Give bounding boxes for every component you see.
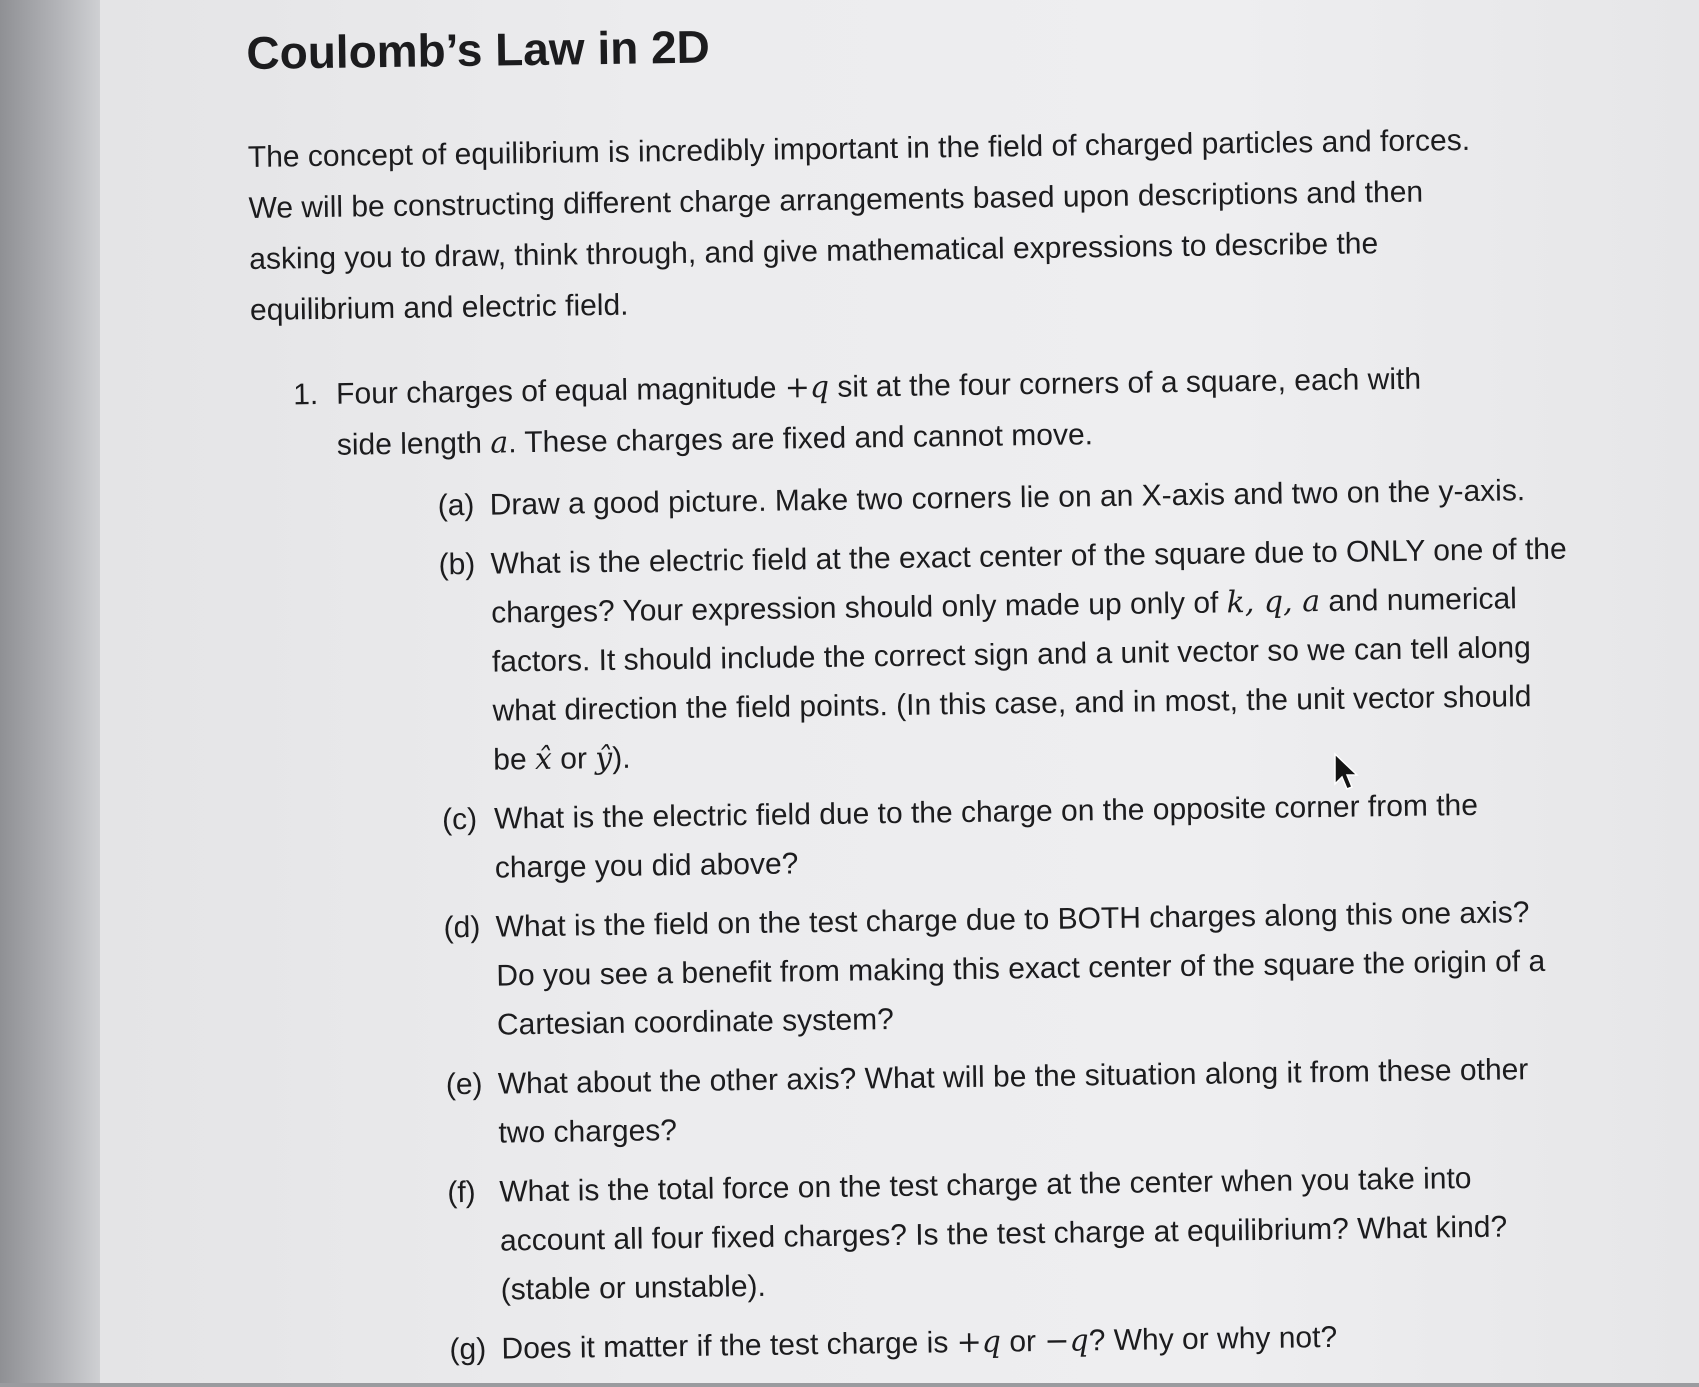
stem-text: Four charges of equal magnitude [335, 371, 785, 411]
part-d [343, 888, 1577, 1052]
part-label: (a) [437, 488, 475, 523]
part-label: (c) [441, 802, 478, 837]
stem-text: sit at the four corners of a square, each with side length [336, 362, 1422, 462]
part-label: (e) [445, 1067, 483, 1102]
part-text: What about the other axis? What will be the situation along it from these other two charges? [497, 1053, 1529, 1150]
part-text: ). [612, 741, 631, 775]
page-edge [0, 0, 100, 1383]
part-e [345, 1045, 1578, 1160]
part-text: Does it matter if the test charge is [501, 1326, 957, 1366]
part-c [342, 780, 1575, 895]
part-text: or [551, 742, 596, 776]
positive-charge-symbol: +q [956, 1324, 1002, 1361]
variables-symbol: k, q, a [1226, 584, 1321, 621]
part-text: What is the field on the test charge due to BOTH charges along this one axis? Do you see a benefit from making this exact center of the square the origin of a Cartesian coordinate system? [495, 896, 1546, 1042]
part-b [338, 525, 1573, 787]
part-text: What is the total force on the test charge at the center when you take into account all four fixed charges? Is the test charge at equilibrium? What kind? (stable or unstable). [499, 1162, 1508, 1307]
part-text: and numerical factors. It should include the correct sign and a unit vector so we can tell along what direction the field points. (In this case, and in most, the unit vector should be [491, 582, 1532, 777]
part-label: (f) [447, 1175, 476, 1210]
intro-paragraph: The concept of equilibrium is incredibly important in the field of charged particles and forces. We will be constructing different charge arrangements based upon descriptions and then asking you to draw, think through, and give mathematical expressions to describe the equilibrium and electric field. [247, 123, 1471, 327]
x-hat-symbol: x̂ [534, 741, 553, 778]
part-text: Draw a good picture. Make two corners lie on an X-axis and two on the y-axis. [489, 474, 1526, 522]
document-body [246, 7, 1567, 1387]
part-text: or [1000, 1324, 1045, 1359]
part-text: ? Why or why not? [1088, 1320, 1338, 1358]
problem-1 [251, 353, 1567, 1377]
stem-text: . These charges are fixed and cannot move. [507, 418, 1094, 460]
part-label: (b) [438, 547, 476, 582]
part-f [347, 1153, 1581, 1317]
part-text: What is the electric field due to the charge on the opposite corner from the charge you did above? [493, 788, 1479, 885]
negative-charge-symbol: −q [1044, 1323, 1089, 1359]
problem-stem [336, 353, 1477, 471]
part-a [337, 466, 1570, 532]
part-g [349, 1309, 1582, 1375]
side-symbol: a [490, 425, 509, 461]
problem-number: 1. [292, 378, 319, 412]
charge-symbol: +q [784, 369, 830, 406]
page-title: Coulomb’s Law in 2D [246, 20, 711, 79]
part-label: (d) [443, 910, 481, 945]
part-label: (g) [449, 1332, 487, 1367]
part-text: What is the electric field at the exact center of the square due to ONLY one of the charges? Your expression should only made up only of [490, 532, 1567, 630]
y-hat-symbol: ŷ [595, 740, 613, 777]
mouse-pointer-icon [1332, 752, 1362, 792]
